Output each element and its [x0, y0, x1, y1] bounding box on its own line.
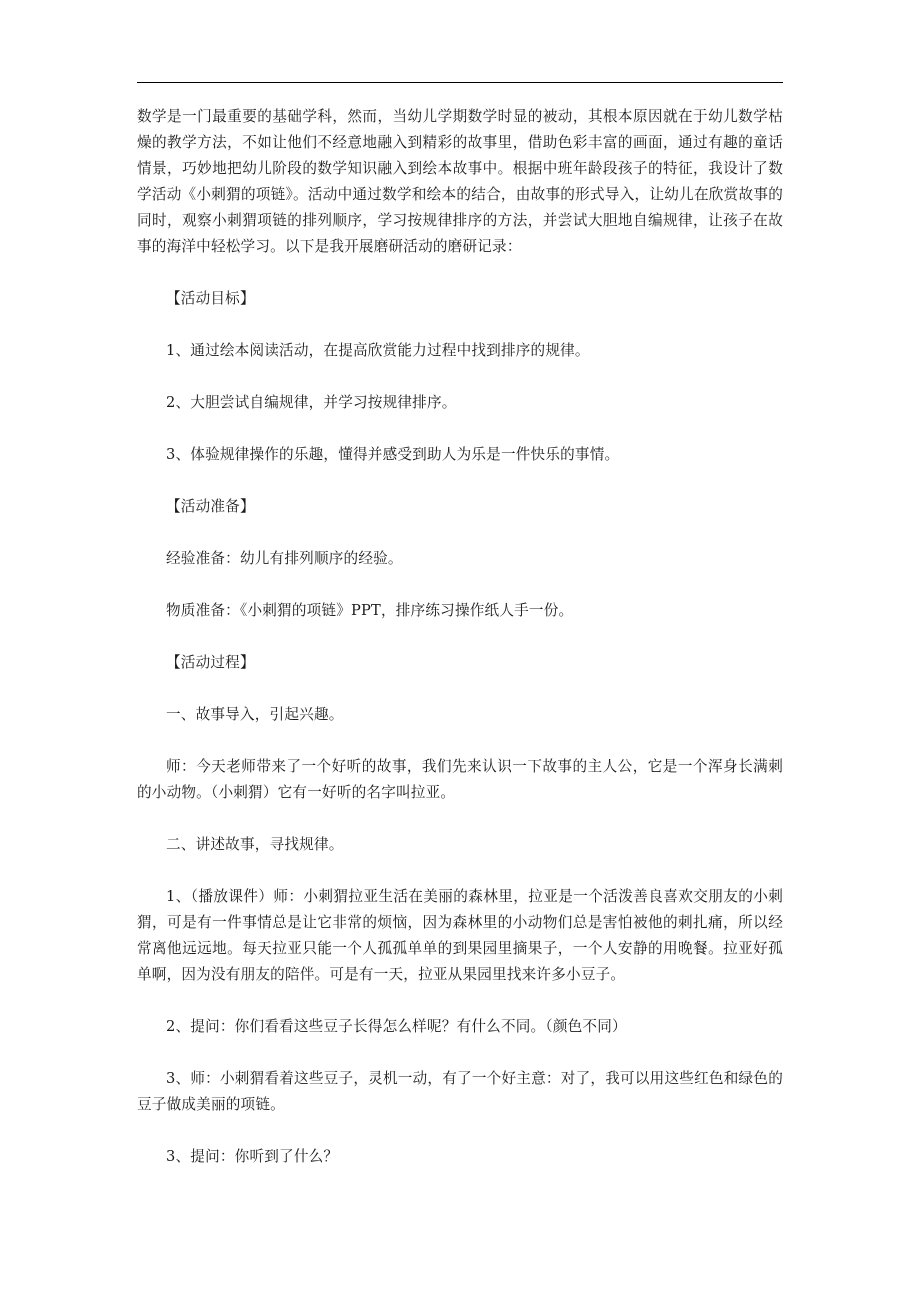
goal-item-1: 1、通过绘本阅读活动，在提高欣赏能力过程中找到排序的规律。: [166, 342, 590, 359]
process-heading: 【活动过程】: [166, 654, 255, 671]
preparation-materials: 物质准备：《小刺猬的项链》PPT，排序练习操作纸人手一份。: [166, 602, 574, 619]
preparation-experience: 经验准备：幼儿有排列顺序的经验。: [166, 550, 403, 567]
step2-item-4: 3、提问：你听到了什么？: [166, 1148, 339, 1165]
preparation-heading: 【活动准备】: [166, 498, 255, 515]
step1-text: 师：今天老师带来了一个好听的故事，我们先来认识一下故事的主人公，它是一个浑身长满刺的小动物。（小刺猬）它有一好听的名字叫拉亚。: [137, 758, 783, 801]
goal-item-3: 3、体验规律操作的乐趣，懂得并感受到助人为乐是一件快乐的事情。: [166, 446, 620, 463]
step1-title: 一、故事导入，引起兴趣。: [166, 706, 344, 723]
step2-item-2: 2、提问：你们看看这些豆子长得怎么样呢？有什么不同。（颜色不同）: [166, 1018, 627, 1035]
step2-title: 二、讲述故事，寻找规律。: [166, 836, 344, 853]
intro-paragraph: 数学是一门最重要的基础学科，然而，当幼儿学期数学时显的被动，其根本原因就在于幼儿数学枯燥的教学方法，不如让他们不经意地融入到精彩的故事里，借助色彩丰富的画面，通过有趣的童话情景，巧妙地把幼儿阶段的数学知识融入到绘本故事中。根据中班年龄段孩子的特征，我设计了数学活动《小刺猬的项链》。活动中通过数学和绘本的结合，由故事的形式导入，让幼儿在欣赏故事的同时，观察小刺猬项链的排列顺序，学习按规律排序的方法，并尝试大胆地自编规律，让孩子在故事的海洋中轻松学习。以下是我开展磨研活动的磨研记录：: [137, 108, 783, 255]
step2-item-1: 1、（播放课件）师：小刺猬拉亚生活在美丽的森林里，拉亚是一个活泼善良喜欢交朋友的小刺猬，可是有一件事情总是让它非常的烦恼，因为森林里的小动物们总是害怕被他的刺扎痛，所以经常离他远远地。每天拉亚只能一个人孤孤单单的到果园里摘果子，一个人安静的用晚餐。拉亚好孤单啊，因为没有朋友的陪伴。可是有一天，拉亚从果园里找来许多小豆子。: [137, 888, 783, 983]
goals-heading: 【活动目标】: [166, 290, 255, 307]
header-rule: [137, 82, 783, 83]
document-body: [137, 104, 783, 1170]
goal-item-2: 2、大胆尝试自编规律，并学习按规律排序。: [166, 394, 457, 411]
step2-item-3: 3、师：小刺猬看着这些豆子，灵机一动，有了一个好主意：对了，我可以用这些红色和绿色的豆子做成美丽的项链。: [137, 1070, 783, 1113]
